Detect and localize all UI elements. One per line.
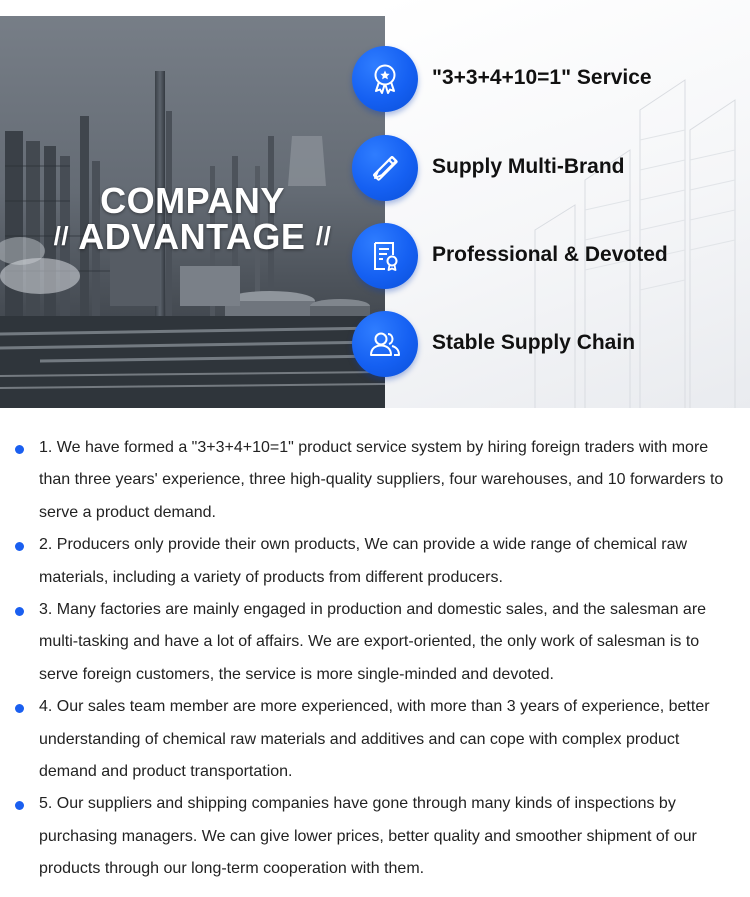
feature-supply-chain (352, 311, 750, 377)
bullet-dot (15, 542, 24, 551)
list-item (0, 691, 750, 788)
bullet-dot (15, 801, 24, 810)
advantage-list (0, 432, 750, 886)
hero-title-company: COMPANY (100, 180, 285, 221)
list-item (0, 788, 750, 885)
list-item-text: 1. We have formed a "3+3+4+10=1" product service system by hiring foreign traders with more than three years' experience, three high-quality suppliers, four warehouses, and 10 forwarders to serve a product demand. (39, 439, 724, 521)
users-icon (368, 327, 402, 361)
list-item-text: 5. Our suppliers and shipping companies have gone through many kinds of inspections by purchasing managers. We can give lower prices, better quality and smoother shipment of our products through our long-term cooperation with them. (39, 795, 697, 878)
feature-professional (352, 223, 750, 289)
pencil-ruler-icon (368, 151, 402, 185)
feature-icon-circle (352, 46, 418, 112)
hero-title-advantage-text: ADVANTAGE (78, 216, 306, 257)
hero-title-advantage (0, 216, 385, 258)
feature-icon-circle (352, 311, 418, 377)
list-item (0, 594, 750, 691)
list-item-text: 4. Our sales team member are more experienced, with more than 3 years of experience, better understanding of chemical raw materials and additives and can cope with complex product demand and product transportation. (39, 698, 710, 781)
hero-banner (0, 0, 750, 408)
bullet-dot (15, 607, 24, 616)
certificate-document-icon (368, 239, 402, 273)
feature-icon-circle (352, 135, 418, 201)
list-item (0, 432, 750, 529)
feature-icon-circle (352, 223, 418, 289)
slash-mark-left: // (53, 221, 70, 251)
bullet-dot (15, 445, 24, 454)
bullet-dot (15, 704, 24, 713)
slash-mark-right: // (315, 221, 332, 251)
industrial-plant-photo (0, 16, 385, 408)
feature-multi-brand (352, 135, 750, 201)
feature-label: Stable Supply Chain (432, 331, 636, 354)
feature-label: Professional & Devoted (432, 243, 668, 266)
list-item-text: 2. Producers only provide their own products, We can provide a wide range of chemical raw materials, including a variety of products from different producers. (39, 536, 688, 586)
feature-service (352, 46, 750, 112)
list-item-text: 3. Many factories are mainly engaged in production and domestic sales, and the salesman are multi-tasking and have a lot of affairs. We are export-oriented, the only work of salesman is to serve foreign customers, the service is more single-minded and devoted. (39, 601, 707, 683)
feature-label: Supply Multi-Brand (432, 155, 625, 178)
feature-label: "3+3+4+10=1" Service (432, 66, 652, 89)
award-badge-icon (368, 62, 402, 96)
list-item (0, 529, 750, 594)
